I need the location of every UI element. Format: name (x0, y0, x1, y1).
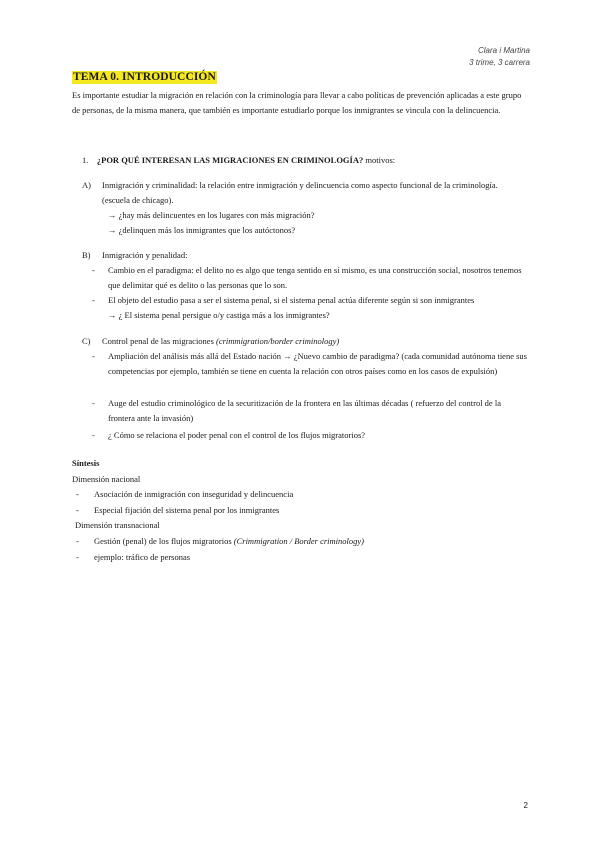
section-c-heading (102, 334, 339, 349)
question-1 (82, 153, 395, 168)
transnational-item-italic: (Crimmigration / Border criminology) (233, 536, 365, 546)
bullet-dash: - (76, 552, 79, 562)
synthesis-transnational-item-2: ejemplo: tráfico de personas (94, 552, 191, 562)
bullet-dash: - (76, 489, 79, 499)
synthesis-national-item-2: Especial fijación del sistema penal por los inmigrantes (94, 505, 280, 515)
intro-paragraph: Es importante estudiar la migración en relación con la criminología para llevar a cabo políticas de prevención aplicadas a este grupo de personas, de la misma manera, que también es importante estudiarlo porque los inmigrantes se vincula con la delincuencia. (72, 90, 522, 115)
header-author: Clara i Martina (477, 46, 530, 55)
section-a-label: A) (82, 180, 91, 190)
synthesis-transnational: Dimensión transnacional (75, 520, 160, 530)
bullet-dash: - (92, 295, 95, 305)
question-suffix: motivos: (363, 155, 396, 165)
question-number: 1. (82, 155, 89, 165)
bullet-dash: - (92, 351, 95, 361)
bullet-dash: - (92, 265, 95, 275)
section-b-label: B) (82, 250, 91, 260)
section-c-italic: (crimmigration/border criminology) (216, 336, 340, 346)
section-c-label: C) (82, 336, 91, 346)
transnational-item-text: Gestión (penal) de los flujos migratorios (94, 536, 234, 546)
page-title: TEMA 0. INTRODUCCIÓN (73, 71, 216, 83)
section-a-text: Inmigración y criminalidad: la relación entre inmigración y delincuencia como aspecto funcional de la criminología. (escuela de chicago). (102, 180, 498, 205)
bullet-dash: - (92, 398, 95, 408)
section-c-item-2: Auge del estudio criminológico de la securitización de la frontera en las últimas décadas ( refuerzo del control de la frontera ante la invasión) (108, 398, 501, 423)
document-header (469, 45, 530, 69)
synthesis-national-item-1: Asociación de inmigración con inseguridad y delincuencia (94, 489, 294, 499)
section-b-text: Inmigración y penalidad: (102, 250, 188, 260)
section-c-item-3: ¿ Cómo se relaciona el poder penal con el control de los flujos migratorios? (108, 430, 366, 440)
bullet-dash: - (92, 430, 95, 440)
section-c-text: Control penal de las migraciones (102, 336, 217, 346)
section-a-arrow-2: → ¿delinquen más los inmigrantes que los autóctonos? (108, 225, 296, 235)
section-b-item-1: Cambio en el paradigma: el delito no es algo que tenga sentido en sí mismo, es una construcción social, nosotros tenemos que delimitar qué es delito o las personas que lo son. (108, 265, 522, 290)
section-c-item-1: Ampliación del análisis más allá del Estado nación → ¿Nuevo cambio de paradigma? (cada comunidad autónoma tiene sus competencias por ejemplo, también se tiene en cuenta la relación con otros países como en los casos de expulsión) (108, 351, 527, 376)
section-b-item-2: El objeto del estudio pasa a ser el sistema penal, si el sistema penal actúa diferente según si son inmigrantes (108, 295, 475, 305)
section-a-arrow-1: → ¿hay más delincuentes en los lugares con más migración? (108, 210, 315, 220)
section-b-arrow: → ¿ El sistema penal persigue o/y castiga más a los inmigrantes? (108, 310, 330, 320)
synthesis-transnational-item-1 (94, 534, 364, 549)
synthesis-national: Dimensión nacional (72, 474, 141, 484)
header-course: 3 trime, 3 carrera (469, 58, 530, 67)
synthesis-heading: Síntesis (72, 458, 100, 468)
question-heading: ¿POR QUÉ INTERESAN LAS MIGRACIONES EN CRIMINOLOGÍA? (96, 155, 364, 165)
bullet-dash: - (76, 505, 79, 515)
page-number: 2 (523, 801, 528, 810)
bullet-dash: - (76, 536, 79, 546)
